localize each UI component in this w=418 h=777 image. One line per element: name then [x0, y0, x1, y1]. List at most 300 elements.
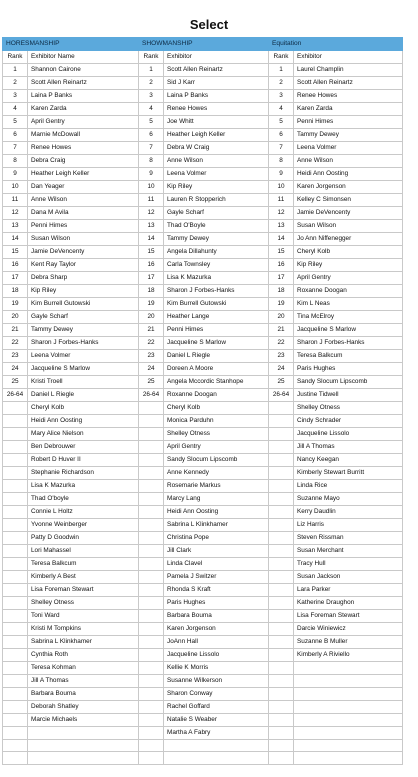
- exhibitor-cell: Tammy Dewey: [164, 233, 269, 246]
- exhibitor-cell: Daniel L Riegle: [28, 389, 139, 402]
- rank-cell: [3, 701, 28, 714]
- exhibitor-cell: Kip Riley: [164, 181, 269, 194]
- exhibitor-cell: Cheryl Kolb: [28, 402, 139, 415]
- exhibitor-cell: Patty D Goodwin: [28, 532, 139, 545]
- rank-cell: [3, 649, 28, 662]
- rank-cell: 11: [3, 194, 28, 207]
- rank-cell: [269, 727, 294, 740]
- rank-cell: 3: [3, 90, 28, 103]
- exhibitor-cell: Suzanne Mayo: [294, 493, 403, 506]
- table-row: [3, 623, 403, 636]
- exhibitor-cell: Kimberly Stewart Burritt: [294, 467, 403, 480]
- rank-cell: 5: [269, 116, 294, 129]
- exhibitor-cell: Daniel L Riegle: [164, 350, 269, 363]
- rank-cell: 21: [3, 324, 28, 337]
- rank-cell: [139, 441, 164, 454]
- rank-cell: 15: [139, 246, 164, 259]
- table-row: [3, 571, 403, 584]
- table-row: [3, 558, 403, 571]
- rank-cell: 4: [3, 103, 28, 116]
- table-row: [3, 610, 403, 623]
- rank-cell: 16: [139, 259, 164, 272]
- rank-cell: [139, 662, 164, 675]
- rank-cell: 19: [139, 298, 164, 311]
- exhibitor-cell: Sabrina L Klinkhamer: [164, 519, 269, 532]
- exhibitor-cell: Kim Burrell Gutowski: [164, 298, 269, 311]
- exhibitor-cell: Anne Wilson: [28, 194, 139, 207]
- exhibitor-cell: Jo Ann Niffenegger: [294, 233, 403, 246]
- rank-cell: 14: [269, 233, 294, 246]
- table-row: [3, 493, 403, 506]
- exhibitor-cell: Gayle Scharf: [164, 207, 269, 220]
- exhibitor-cell: Thad O'boyle: [28, 493, 139, 506]
- rank-cell: [139, 454, 164, 467]
- rank-cell: [3, 545, 28, 558]
- rank-cell: [269, 597, 294, 610]
- exhibitor-cell: Angela Mccordic Stanhope: [164, 376, 269, 389]
- exhibitor-cell: Renee Howes: [28, 142, 139, 155]
- exhibitor-cell: Renee Howes: [294, 90, 403, 103]
- rank-cell: 18: [269, 285, 294, 298]
- rank-cell: [269, 714, 294, 727]
- rank-column-header: Rank: [139, 51, 164, 64]
- rank-cell: [139, 623, 164, 636]
- exhibitor-cell: Lori Mahassel: [28, 545, 139, 558]
- exhibitor-cell: Kelley C Simonsen: [294, 194, 403, 207]
- rank-cell: [269, 519, 294, 532]
- table-row: [3, 90, 403, 103]
- rank-cell: [3, 493, 28, 506]
- rank-cell: [269, 467, 294, 480]
- rank-cell: [3, 480, 28, 493]
- rank-cell: [3, 623, 28, 636]
- rank-cell: 6: [269, 129, 294, 142]
- exhibitor-cell: Shelley Otness: [294, 402, 403, 415]
- rank-cell: 15: [3, 246, 28, 259]
- exhibitor-cell: Karen Zarda: [294, 103, 403, 116]
- rank-cell: 10: [139, 181, 164, 194]
- exhibitor-cell: Sharon J Forbes-Hanks: [294, 337, 403, 350]
- exhibitor-cell: Debra W Craig: [164, 142, 269, 155]
- exhibitor-cell: Linda Rice: [294, 480, 403, 493]
- exhibitor-cell: [28, 727, 139, 740]
- exhibitor-cell: Kerry Daudlin: [294, 506, 403, 519]
- rank-cell: [3, 506, 28, 519]
- rank-cell: 8: [139, 155, 164, 168]
- rank-cell: 5: [3, 116, 28, 129]
- rank-cell: [139, 752, 164, 764]
- exhibitor-cell: Susan Merchant: [294, 545, 403, 558]
- rank-cell: [139, 493, 164, 506]
- exhibitor-cell: Lauren R Stopperich: [164, 194, 269, 207]
- exhibitor-cell: Karen Jorgenson: [294, 181, 403, 194]
- rank-cell: [139, 415, 164, 428]
- rank-cell: [139, 610, 164, 623]
- exhibitor-cell: Lisa Foreman Stewart: [28, 584, 139, 597]
- rank-cell: [269, 454, 294, 467]
- rank-cell: [3, 428, 28, 441]
- exhibitor-cell: Anne Wilson: [294, 155, 403, 168]
- exhibitor-cell: Scott Allen Reinartz: [164, 64, 269, 77]
- rank-cell: 15: [269, 246, 294, 259]
- table-row: [3, 181, 403, 194]
- table-row: [3, 194, 403, 207]
- rank-cell: 21: [139, 324, 164, 337]
- exhibitor-cell: Cheryl Kolb: [294, 246, 403, 259]
- rank-cell: [269, 688, 294, 701]
- rank-cell: [3, 597, 28, 610]
- exhibitor-cell: Tammy Dewey: [294, 129, 403, 142]
- exhibitor-cell: [294, 727, 403, 740]
- exhibitor-cell: Sid J Karr: [164, 77, 269, 90]
- exhibitor-cell: Barbara Bouma: [28, 688, 139, 701]
- rank-cell: 7: [139, 142, 164, 155]
- exhibitor-cell: Heidi Ann Oosting: [294, 168, 403, 181]
- exhibitor-cell: Rhonda S Kraft: [164, 584, 269, 597]
- rank-cell: 24: [139, 363, 164, 376]
- exhibitor-cell: Toni Ward: [28, 610, 139, 623]
- table-row: [3, 129, 403, 142]
- exhibitor-cell: Heidi Ann Oosting: [28, 415, 139, 428]
- rank-cell: [139, 636, 164, 649]
- rank-cell: 9: [269, 168, 294, 181]
- rank-column-header: Rank: [3, 51, 28, 64]
- exhibitor-cell: Barbara Bouma: [164, 610, 269, 623]
- table-row: [3, 77, 403, 90]
- table-row: [3, 545, 403, 558]
- section-header-horsemanship: HORESMANSHIP: [3, 38, 139, 51]
- exhibitor-cell: Paris Hughes: [294, 363, 403, 376]
- rank-cell: 23: [139, 350, 164, 363]
- rank-cell: [139, 467, 164, 480]
- table-row: [3, 259, 403, 272]
- exhibitor-cell: Penni Himes: [28, 220, 139, 233]
- rank-cell: 13: [139, 220, 164, 233]
- table-row: [3, 155, 403, 168]
- rank-cell: [269, 623, 294, 636]
- exhibitor-cell: Cheryl Kolb: [164, 402, 269, 415]
- rank-cell: 20: [269, 311, 294, 324]
- exhibitor-cell: Paris Hughes: [164, 597, 269, 610]
- exhibitor-cell: [294, 701, 403, 714]
- rank-cell: 10: [3, 181, 28, 194]
- rank-cell: [139, 675, 164, 688]
- table-row: [3, 116, 403, 129]
- exhibitor-cell: Lara Parker: [294, 584, 403, 597]
- rank-cell: 19: [269, 298, 294, 311]
- table-row: [3, 740, 403, 752]
- rank-cell: [3, 727, 28, 740]
- rank-cell: [139, 571, 164, 584]
- exhibitor-cell: [294, 714, 403, 727]
- rank-cell: 13: [3, 220, 28, 233]
- exhibitor-cell: Susan Wilson: [28, 233, 139, 246]
- exhibitor-cell: Susanne Wilkerson: [164, 675, 269, 688]
- rank-cell: 6: [3, 129, 28, 142]
- exhibitor-cell: Kim Burrell Gutowski: [28, 298, 139, 311]
- rank-cell: [3, 584, 28, 597]
- exhibitor-cell: Laina P Banks: [28, 90, 139, 103]
- column-header-row: [3, 51, 403, 64]
- rank-cell: [269, 662, 294, 675]
- table-row: [3, 168, 403, 181]
- rank-cell: 24: [269, 363, 294, 376]
- exhibitor-cell: Marcy Lang: [164, 493, 269, 506]
- rank-cell: [3, 688, 28, 701]
- rank-column-header: Rank: [269, 51, 294, 64]
- exhibitor-cell: Suzanne B Muller: [294, 636, 403, 649]
- exhibitor-cell: Robert D Huver II: [28, 454, 139, 467]
- rank-cell: [3, 402, 28, 415]
- table-row: [3, 285, 403, 298]
- exhibitor-cell: [164, 740, 269, 752]
- rank-cell: 1: [269, 64, 294, 77]
- rank-cell: [269, 740, 294, 752]
- table-row: [3, 363, 403, 376]
- exhibitor-cell: [294, 675, 403, 688]
- table-row: [3, 337, 403, 350]
- exhibitor-cell: Jacqueline Lissolo: [294, 428, 403, 441]
- rank-cell: [269, 415, 294, 428]
- rank-cell: [3, 519, 28, 532]
- rank-cell: 24: [3, 363, 28, 376]
- exhibitor-cell: Kristi Troell: [28, 376, 139, 389]
- table-row: [3, 311, 403, 324]
- exhibitor-cell: Christina Pope: [164, 532, 269, 545]
- exhibitor-cell: Stephanie Richardson: [28, 467, 139, 480]
- exhibitor-cell: Scott Allen Reinartz: [28, 77, 139, 90]
- exhibitor-cell: Natalie S Weaber: [164, 714, 269, 727]
- exhibitor-cell: Lisa K Mazurka: [164, 272, 269, 285]
- rank-cell: [3, 752, 28, 764]
- rank-cell: 18: [139, 285, 164, 298]
- exhibitor-cell: Rosemarie Markus: [164, 480, 269, 493]
- rank-cell: [139, 480, 164, 493]
- rank-cell: 22: [139, 337, 164, 350]
- table-row: [3, 480, 403, 493]
- exhibitor-cell: [294, 740, 403, 752]
- exhibitor-cell: Laina P Banks: [164, 90, 269, 103]
- rank-cell: [269, 441, 294, 454]
- rank-cell: [139, 558, 164, 571]
- table-row: [3, 675, 403, 688]
- section-header-equitation: Equitation: [269, 38, 403, 51]
- exhibitor-cell: Nancy Keegan: [294, 454, 403, 467]
- exhibitor-cell: Kip Riley: [294, 259, 403, 272]
- rank-cell: 4: [139, 103, 164, 116]
- rank-cell: 13: [269, 220, 294, 233]
- exhibitor-cell: Pamela J Switzer: [164, 571, 269, 584]
- rank-cell: 17: [3, 272, 28, 285]
- exhibitor-cell: Steven Rissman: [294, 532, 403, 545]
- rank-cell: [139, 428, 164, 441]
- exhibitor-cell: Sandy Slocum Lipscomb: [164, 454, 269, 467]
- table-row: [3, 428, 403, 441]
- table-row: [3, 246, 403, 259]
- exhibitor-cell: Leena Volmer: [164, 168, 269, 181]
- rank-cell: 20: [3, 311, 28, 324]
- exhibitor-cell: Jacqueline S Marlow: [294, 324, 403, 337]
- exhibitor-cell: Sandy Slocum Lipscomb: [294, 376, 403, 389]
- exhibitor-cell: Marcie Michaels: [28, 714, 139, 727]
- rank-cell: [269, 752, 294, 764]
- rank-cell: [3, 610, 28, 623]
- exhibitor-cell: Penni Himes: [294, 116, 403, 129]
- rank-cell: [3, 636, 28, 649]
- exhibitor-cell: Lisa K Mazurka: [28, 480, 139, 493]
- exhibitor-cell: Rachel Goffard: [164, 701, 269, 714]
- exhibitor-cell: Marnie McDowall: [28, 129, 139, 142]
- rank-cell: [3, 740, 28, 752]
- rank-cell: [3, 714, 28, 727]
- exhibitor-cell: Kellie K Morris: [164, 662, 269, 675]
- exhibitor-cell: Thad O'Boyle: [164, 220, 269, 233]
- exhibitor-column-header: Exhibitor: [294, 51, 403, 64]
- rank-cell: [269, 675, 294, 688]
- rank-cell: [3, 415, 28, 428]
- table-row: [3, 298, 403, 311]
- exhibitor-column-header: Exhibitor: [164, 51, 269, 64]
- section-header-showmanship: SHOWMANSHIP: [139, 38, 269, 51]
- exhibitor-cell: Kip Riley: [28, 285, 139, 298]
- rank-cell: 1: [3, 64, 28, 77]
- rank-cell: 2: [269, 77, 294, 90]
- rank-cell: 25: [3, 376, 28, 389]
- exhibitor-cell: Mary Alice Nielson: [28, 428, 139, 441]
- rank-cell: 12: [3, 207, 28, 220]
- exhibitor-cell: Anne Kennedy: [164, 467, 269, 480]
- exhibitor-cell: Karen Zarda: [28, 103, 139, 116]
- rank-cell: [269, 532, 294, 545]
- exhibitor-cell: Yvonne Weinberger: [28, 519, 139, 532]
- rank-cell: [269, 649, 294, 662]
- rank-cell: [269, 402, 294, 415]
- exhibitor-cell: Cynthia Roth: [28, 649, 139, 662]
- rank-cell: [139, 740, 164, 752]
- exhibitor-cell: Karen Jorgenson: [164, 623, 269, 636]
- exhibitor-cell: Joe Whitt: [164, 116, 269, 129]
- exhibitor-cell: Teresa Balkcum: [28, 558, 139, 571]
- exhibitor-cell: Sharon Conway: [164, 688, 269, 701]
- rank-cell: [3, 662, 28, 675]
- exhibitor-cell: Connie L Holtz: [28, 506, 139, 519]
- rank-cell: 10: [269, 181, 294, 194]
- table-row: [3, 142, 403, 155]
- exhibitor-cell: [28, 752, 139, 764]
- table-row: [3, 103, 403, 116]
- exhibitor-cell: Tracy Hull: [294, 558, 403, 571]
- rank-cell: [139, 727, 164, 740]
- rank-cell: [269, 545, 294, 558]
- rank-cell: 3: [269, 90, 294, 103]
- table-row: [3, 597, 403, 610]
- rank-cell: [139, 545, 164, 558]
- exhibitor-cell: Darcie Winiewicz: [294, 623, 403, 636]
- exhibitor-column-header: Exhibitor Name: [28, 51, 139, 64]
- rank-cell: [269, 558, 294, 571]
- exhibitor-cell: Debra Sharp: [28, 272, 139, 285]
- exhibitor-cell: Ben Debrouwer: [28, 441, 139, 454]
- exhibitor-cell: Justine Tidwell: [294, 389, 403, 402]
- exhibitor-cell: Dana M Avila: [28, 207, 139, 220]
- rank-cell: 19: [3, 298, 28, 311]
- table-row: [3, 727, 403, 740]
- table-row: [3, 532, 403, 545]
- rank-cell: 17: [139, 272, 164, 285]
- exhibitor-cell: Susan Wilson: [294, 220, 403, 233]
- table-row: [3, 376, 403, 389]
- exhibitor-cell: Sharon J Forbes-Hanks: [28, 337, 139, 350]
- exhibitor-cell: Sabrina L Klinkhamer: [28, 636, 139, 649]
- rank-cell: 1: [139, 64, 164, 77]
- rank-cell: 20: [139, 311, 164, 324]
- exhibitor-cell: Jill A Thomas: [28, 675, 139, 688]
- exhibitor-cell: Leena Volmer: [294, 142, 403, 155]
- exhibitor-cell: Kim L Neas: [294, 298, 403, 311]
- exhibitor-cell: Cindy Schrader: [294, 415, 403, 428]
- exhibitor-cell: Tina McElroy: [294, 311, 403, 324]
- rank-cell: [3, 675, 28, 688]
- table-row: [3, 415, 403, 428]
- exhibitor-cell: Kimberly A Riviello: [294, 649, 403, 662]
- rank-cell: 22: [3, 337, 28, 350]
- table-row: [3, 506, 403, 519]
- rank-cell: [139, 714, 164, 727]
- rank-cell: [139, 649, 164, 662]
- exhibitor-cell: Jacqueline Lissolo: [164, 649, 269, 662]
- exhibitor-cell: Angela Dillahunty: [164, 246, 269, 259]
- table-row: [3, 324, 403, 337]
- exhibitor-cell: Teresa Kohman: [28, 662, 139, 675]
- rank-cell: 3: [139, 90, 164, 103]
- rank-cell: 8: [3, 155, 28, 168]
- exhibitor-cell: Kimberly A Best: [28, 571, 139, 584]
- rank-cell: [139, 506, 164, 519]
- table-row: [3, 714, 403, 727]
- rank-cell: 5: [139, 116, 164, 129]
- rank-cell: 16: [269, 259, 294, 272]
- page-title: Select: [189, 17, 229, 32]
- rank-cell: 22: [269, 337, 294, 350]
- rank-cell: [139, 584, 164, 597]
- rank-cell: 26-64: [139, 389, 164, 402]
- rank-cell: [139, 701, 164, 714]
- exhibitor-cell: Renee Howes: [164, 103, 269, 116]
- exhibitor-cell: Susan Jackson: [294, 571, 403, 584]
- rank-cell: 25: [139, 376, 164, 389]
- rank-cell: [139, 532, 164, 545]
- exhibitor-cell: Carla Townsley: [164, 259, 269, 272]
- rank-cell: [139, 597, 164, 610]
- exhibitor-cell: Lisa Foreman Stewart: [294, 610, 403, 623]
- exhibitor-cell: Doreen A Moore: [164, 363, 269, 376]
- rank-cell: [269, 506, 294, 519]
- exhibitor-cell: Shelley Otness: [164, 428, 269, 441]
- table-row: [3, 402, 403, 415]
- exhibitor-cell: Heather Leigh Keller: [164, 129, 269, 142]
- rank-cell: [3, 558, 28, 571]
- table-row: [3, 233, 403, 246]
- section-header-row: [3, 38, 403, 51]
- rank-cell: [3, 571, 28, 584]
- exhibitor-cell: [294, 752, 403, 764]
- rank-cell: [3, 467, 28, 480]
- table-row: [3, 688, 403, 701]
- rank-cell: [269, 584, 294, 597]
- exhibitor-cell: Jacqueline S Marlow: [28, 363, 139, 376]
- rank-cell: 26-64: [3, 389, 28, 402]
- exhibitor-cell: [164, 752, 269, 764]
